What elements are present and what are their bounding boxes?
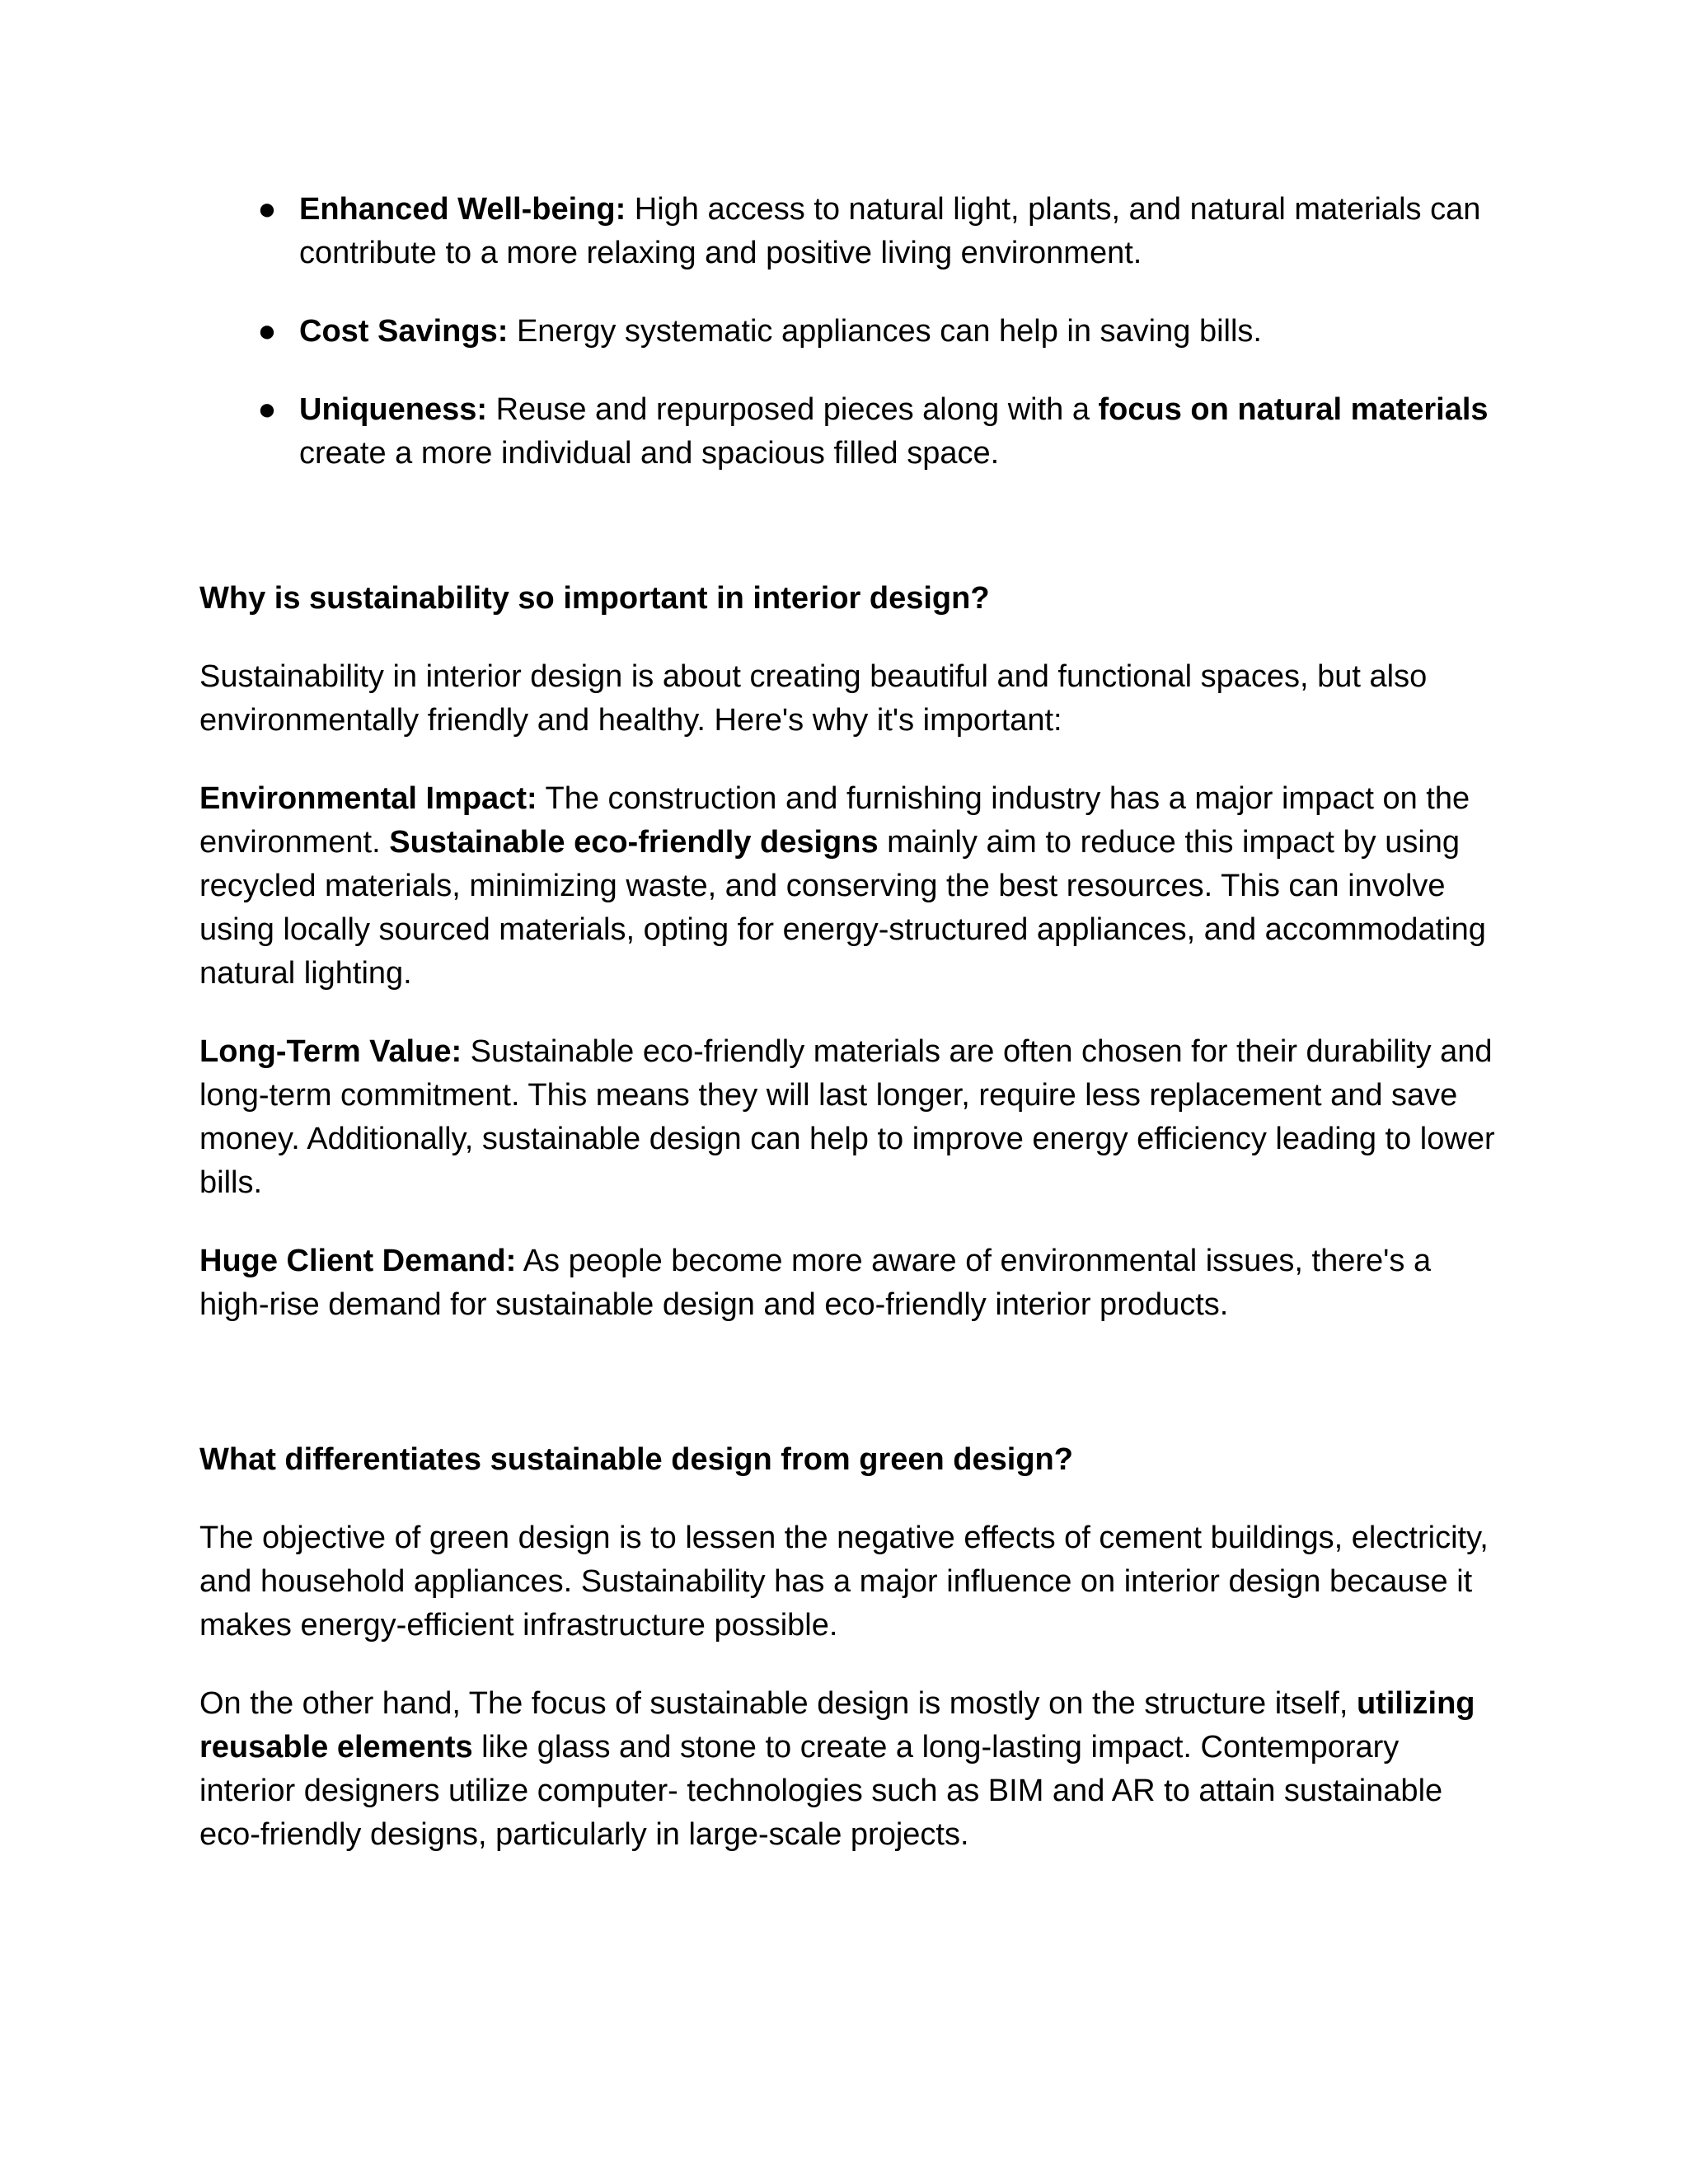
section-heading: What differentiates sustainable design from green design? — [199, 1442, 1073, 1477]
list-item — [199, 188, 1502, 275]
paragraph-title: Environmental Impact: — [199, 781, 537, 816]
paragraph-text: Sustainable eco-friendly materials are often chosen for their durability and long-term commitment. This means they will last longer, require less replacement and save money. Additionally, sustainable design can help to improve energy efficiency leading to lower bills. — [199, 1034, 1495, 1200]
paragraph-text: mainly aim to reduce this impact by using recycled materials, minimizing waste, and conserving the best resources. This can involve using locally sourced materials, opting for energy-structured appliances, and accommodating natural lighting. — [199, 825, 1486, 991]
list-item-title: Enhanced Well-being: — [299, 192, 626, 227]
bullet-icon: ● — [257, 392, 277, 427]
bullet-icon: ● — [257, 192, 277, 227]
paragraph-title: Huge Client Demand: — [199, 1244, 517, 1278]
list-item-text: create a more individual and spacious filled space. — [299, 436, 1000, 471]
benefits-list — [199, 188, 1502, 476]
list-item-title: Uniqueness: — [299, 392, 488, 427]
paragraph-environmental-impact — [199, 777, 1502, 996]
paragraph-text: As people become more aware of environmental issues, there's a high-rise demand for sustainable design and eco-friendly interior products. — [199, 1244, 1432, 1322]
section-differences — [199, 1438, 1502, 1857]
list-item — [199, 388, 1502, 476]
list-item-title: Cost Savings: — [299, 314, 509, 349]
paragraph-sustainable-design — [199, 1682, 1502, 1857]
paragraph-long-term-value — [199, 1030, 1502, 1205]
paragraph-title: Long-Term Value: — [199, 1034, 462, 1069]
paragraph-intro: Sustainability in interior design is about creating beautiful and functional spaces, but also environmentally friendly and healthy. Here's why it's important: — [199, 659, 1428, 738]
paragraph-text: like glass and stone to create a long-lasting impact. Contemporary interior designers utilize computer- technologies such as BIM and AR to attain sustainable eco-friendly designs, particularly in large-scale projects. — [199, 1730, 1443, 1852]
section-heading: Why is sustainability so important in interior design? — [199, 581, 990, 616]
list-item-text: High access to natural light, plants, and natural materials can contribute to a more relaxing and positive living environment. — [299, 192, 1481, 270]
page-content — [199, 188, 1502, 1857]
bullet-icon: ● — [257, 314, 277, 349]
paragraph-text: The construction and furnishing industry has a major impact on the environment. — [199, 781, 1470, 860]
section-importance — [199, 577, 1502, 1327]
paragraph-text: On the other hand, The focus of sustainable design is mostly on the structure itself, — [199, 1686, 1357, 1721]
list-item — [199, 310, 1502, 354]
list-item-emphasis: focus on natural materials — [1098, 392, 1489, 427]
list-item-text: Energy systematic appliances can help in saving bills. — [508, 314, 1262, 349]
paragraph-green-design: The objective of green design is to lessen the negative effects of cement buildings, electricity, and household appliances. Sustainability has a major influence on interior design because it makes energy-efficient infrastructure possible. — [199, 1521, 1489, 1643]
paragraph-emphasis: utilizing reusable elements — [199, 1686, 1475, 1765]
paragraph-client-demand — [199, 1240, 1502, 1327]
paragraph-emphasis: Sustainable eco-friendly designs — [389, 825, 879, 860]
list-item-text: Reuse and repurposed pieces along with a — [487, 392, 1099, 427]
